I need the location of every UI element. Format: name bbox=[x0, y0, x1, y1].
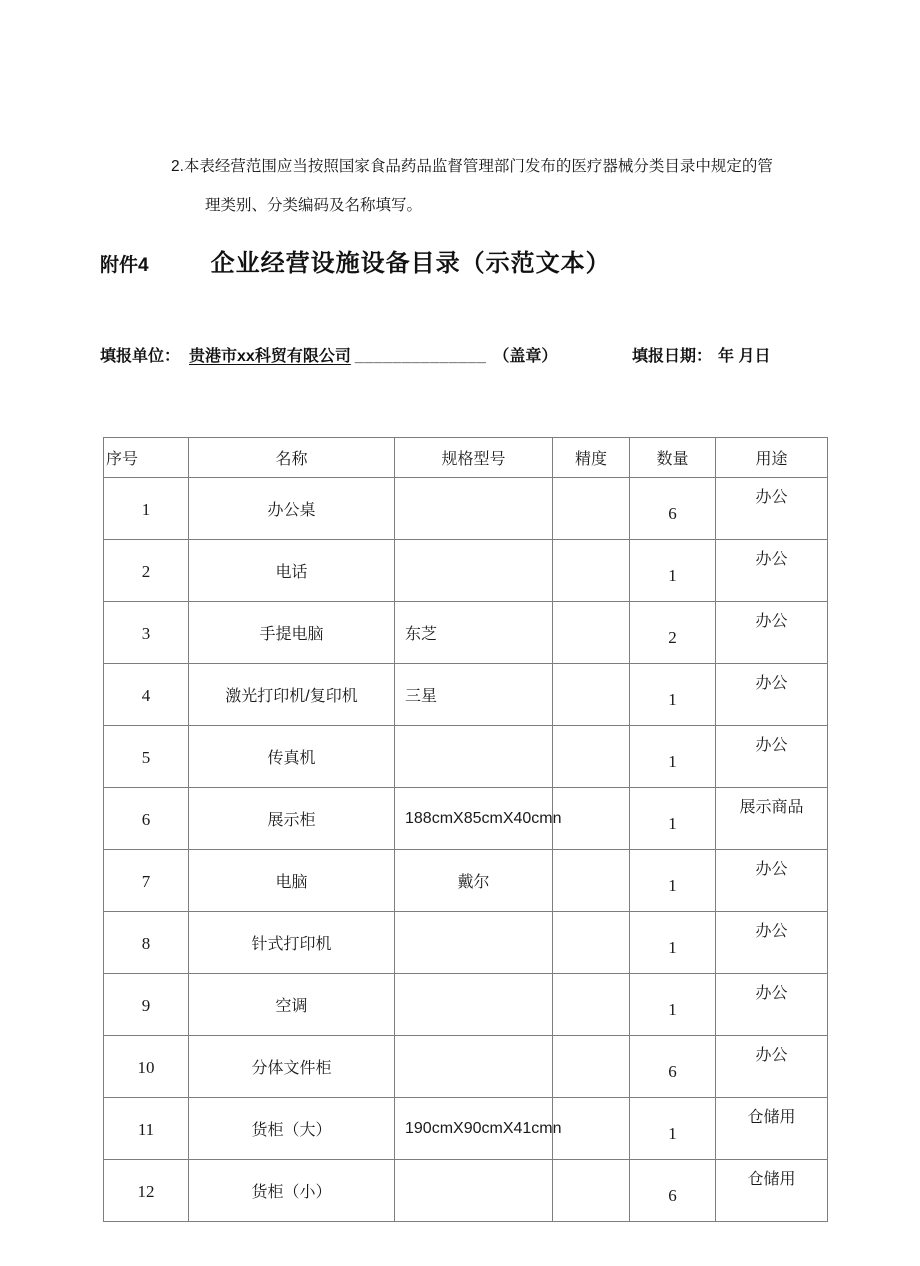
title-row bbox=[100, 243, 611, 278]
cell-text: 办公 bbox=[755, 985, 788, 1002]
cell-qty bbox=[630, 912, 716, 974]
cell-text: 办公 bbox=[755, 923, 788, 940]
table-row bbox=[104, 726, 828, 788]
cell-spec bbox=[395, 540, 553, 602]
cell-precision bbox=[553, 912, 630, 974]
cell-text: 6 bbox=[141, 809, 151, 829]
cell-use bbox=[716, 1160, 828, 1222]
table-row bbox=[104, 1160, 828, 1222]
cell-text: 1 bbox=[668, 565, 677, 585]
cell-use bbox=[716, 1098, 828, 1160]
cell-text: 1 bbox=[668, 937, 677, 957]
table-row bbox=[104, 1098, 828, 1160]
column-header-no: 序号 bbox=[104, 438, 189, 478]
cell-no bbox=[104, 1036, 189, 1098]
cell-no bbox=[104, 478, 189, 540]
cell-qty bbox=[630, 602, 716, 664]
column-header-spec: 规格型号 bbox=[395, 438, 553, 478]
cell-text: 办公 bbox=[755, 737, 788, 754]
cell-qty bbox=[630, 1098, 716, 1160]
cell-no bbox=[104, 540, 189, 602]
cell-text: 办公 bbox=[755, 551, 788, 568]
cell-no bbox=[104, 788, 189, 850]
cell-no bbox=[104, 664, 189, 726]
table-row bbox=[104, 974, 828, 1036]
cell-text: 戴尔 bbox=[457, 874, 490, 891]
date-group bbox=[632, 343, 770, 366]
cell-qty bbox=[630, 664, 716, 726]
cell-precision bbox=[553, 850, 630, 912]
cell-text: 办公桌 bbox=[267, 502, 316, 519]
cell-text: 12 bbox=[137, 1181, 155, 1201]
blank-underline: ______________ bbox=[354, 348, 487, 365]
cell-precision bbox=[553, 664, 630, 726]
cell-text: 1 bbox=[668, 751, 677, 771]
cell-spec bbox=[395, 602, 553, 664]
cell-spec bbox=[395, 726, 553, 788]
cell-name bbox=[189, 726, 395, 788]
cell-precision bbox=[553, 1098, 630, 1160]
cell-qty bbox=[630, 1160, 716, 1222]
cell-text: 6 bbox=[668, 1185, 677, 1205]
table-row bbox=[104, 540, 828, 602]
cell-text: 7 bbox=[141, 871, 151, 891]
cell-text: 办公 bbox=[755, 613, 788, 630]
cell-text: 办公 bbox=[755, 489, 788, 506]
cell-spec bbox=[395, 1036, 553, 1098]
cell-precision bbox=[553, 1036, 630, 1098]
cell-use bbox=[716, 478, 828, 540]
cell-text: 1 bbox=[141, 499, 151, 519]
cell-text: 展示柜 bbox=[267, 812, 316, 829]
table-row bbox=[104, 788, 828, 850]
cell-name bbox=[189, 850, 395, 912]
cell-qty bbox=[630, 974, 716, 1036]
cell-precision bbox=[553, 726, 630, 788]
cell-text: 针式打印机 bbox=[251, 936, 332, 953]
cell-name bbox=[189, 1036, 395, 1098]
seal-label: （盖章） bbox=[493, 348, 558, 365]
cell-spec bbox=[395, 788, 562, 850]
cell-no bbox=[104, 1098, 189, 1160]
form-header-row bbox=[100, 343, 827, 367]
cell-qty bbox=[630, 540, 716, 602]
cell-spec bbox=[395, 850, 553, 912]
cell-text: 办公 bbox=[755, 675, 788, 692]
cell-spec bbox=[395, 1098, 562, 1160]
cell-no bbox=[104, 912, 189, 974]
cell-precision bbox=[553, 974, 630, 1036]
cell-name bbox=[189, 788, 395, 850]
note-line-2: 理类别、分类编码及名称填写。 bbox=[205, 197, 423, 214]
cell-text: 5 bbox=[141, 747, 151, 767]
cell-qty bbox=[630, 726, 716, 788]
cell-use bbox=[716, 850, 828, 912]
cell-qty bbox=[630, 850, 716, 912]
cell-spec bbox=[395, 664, 553, 726]
cell-spec bbox=[395, 974, 553, 1036]
cell-name bbox=[189, 478, 395, 540]
cell-text: 6 bbox=[668, 1061, 677, 1081]
regulation-note bbox=[171, 158, 773, 215]
cell-text: 货柜（小） bbox=[251, 1184, 332, 1201]
attachment-label: 附件4 bbox=[100, 255, 149, 276]
cell-qty bbox=[630, 478, 716, 540]
cell-text: 8 bbox=[141, 933, 151, 953]
cell-text: 2 bbox=[141, 561, 151, 581]
cell-spec bbox=[395, 912, 553, 974]
cell-use bbox=[716, 974, 828, 1036]
cell-text: 仓储用 bbox=[747, 1171, 796, 1188]
column-header-precision: 精度 bbox=[553, 438, 630, 478]
column-header-use: 用途 bbox=[716, 438, 828, 478]
cell-precision bbox=[553, 1160, 630, 1222]
cell-text: 激光打印机/复印机 bbox=[225, 688, 358, 705]
date-value: 年 月日 bbox=[718, 348, 771, 365]
cell-no bbox=[104, 1160, 189, 1222]
cell-text: 仓储用 bbox=[747, 1109, 796, 1126]
cell-use bbox=[716, 726, 828, 788]
cell-name bbox=[189, 974, 395, 1036]
cell-text: 三星 bbox=[405, 688, 438, 705]
cell-text: 办公 bbox=[755, 861, 788, 878]
cell-text: 1 bbox=[668, 875, 677, 895]
cell-text: 11 bbox=[137, 1119, 155, 1139]
cell-no bbox=[104, 974, 189, 1036]
table-row bbox=[104, 602, 828, 664]
table-row bbox=[104, 1036, 828, 1098]
cell-text: 空调 bbox=[275, 998, 308, 1015]
cell-text: 电脑 bbox=[275, 874, 308, 891]
equipment-table bbox=[103, 437, 828, 1222]
cell-precision bbox=[553, 788, 630, 850]
cell-text: 2 bbox=[668, 627, 677, 647]
cell-text: 1 bbox=[668, 1123, 677, 1143]
cell-text: 10 bbox=[137, 1057, 155, 1077]
cell-use bbox=[716, 1036, 828, 1098]
cell-text: 4 bbox=[141, 685, 151, 705]
cell-use bbox=[716, 602, 828, 664]
column-header-name: 名称 bbox=[189, 438, 395, 478]
cell-text: 电话 bbox=[275, 564, 308, 581]
cell-precision bbox=[553, 602, 630, 664]
cell-text: 分体文件柜 bbox=[251, 1060, 332, 1077]
cell-no bbox=[104, 602, 189, 664]
cell-text: 3 bbox=[141, 623, 151, 643]
cell-use bbox=[716, 912, 828, 974]
cell-use bbox=[716, 788, 828, 850]
cell-use bbox=[716, 664, 828, 726]
cell-text: 手提电脑 bbox=[259, 626, 324, 643]
cell-precision bbox=[553, 540, 630, 602]
cell-qty bbox=[630, 1036, 716, 1098]
cell-name bbox=[189, 664, 395, 726]
page-title: 企业经营设施设备目录（示范文本） bbox=[210, 250, 611, 277]
cell-name bbox=[189, 1098, 395, 1160]
cell-text: 188cmX85cmX40cmn bbox=[405, 809, 562, 827]
unit-value: 贵港市xx科贸有限公司 bbox=[189, 348, 351, 365]
table-row bbox=[104, 850, 828, 912]
table-row bbox=[104, 478, 828, 540]
cell-spec bbox=[395, 478, 553, 540]
cell-text: 6 bbox=[668, 503, 677, 523]
cell-use bbox=[716, 540, 828, 602]
table-header-row bbox=[104, 438, 828, 478]
cell-text: 1 bbox=[668, 813, 677, 833]
unit-label: 填报单位： bbox=[100, 348, 181, 365]
cell-text: 办公 bbox=[755, 1047, 788, 1064]
note-line-1: 2.本表经营范围应当按照国家食品药品监督管理部门发布的医疗器械分类目录中规定的管 bbox=[171, 158, 773, 175]
cell-name bbox=[189, 540, 395, 602]
cell-text: 1 bbox=[668, 999, 677, 1019]
table-row bbox=[104, 912, 828, 974]
cell-precision bbox=[553, 478, 630, 540]
date-label: 填报日期： bbox=[632, 348, 713, 365]
cell-text: 1 bbox=[668, 689, 677, 709]
cell-qty bbox=[630, 788, 716, 850]
cell-name bbox=[189, 1160, 395, 1222]
cell-text: 展示商品 bbox=[739, 799, 804, 816]
cell-text: 190cmX90cmX41cmn bbox=[405, 1119, 562, 1137]
cell-name bbox=[189, 912, 395, 974]
column-header-quantity: 数量 bbox=[630, 438, 716, 478]
table-row bbox=[104, 664, 828, 726]
cell-no bbox=[104, 726, 189, 788]
cell-text: 货柜（大） bbox=[251, 1122, 332, 1139]
cell-text: 9 bbox=[141, 995, 151, 1015]
cell-name bbox=[189, 602, 395, 664]
cell-spec bbox=[395, 1160, 553, 1222]
cell-text: 传真机 bbox=[267, 750, 316, 767]
cell-text: 东芝 bbox=[405, 626, 438, 643]
cell-no bbox=[104, 850, 189, 912]
